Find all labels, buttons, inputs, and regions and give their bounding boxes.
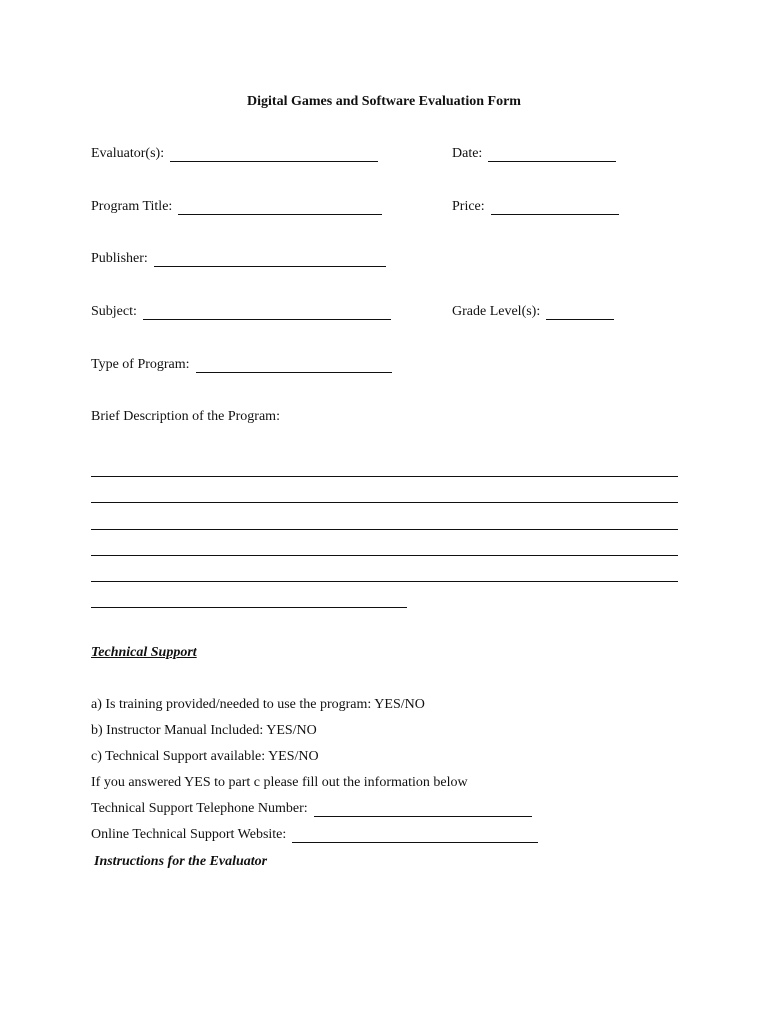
description-line-4[interactable]	[91, 555, 678, 556]
support-note: If you answered YES to part c please fill out the information below	[91, 775, 468, 790]
price-label: Price:	[452, 199, 485, 214]
support-telephone-label: Technical Support Telephone Number:	[91, 801, 308, 816]
evaluators-label: Evaluator(s):	[91, 146, 165, 161]
form-title: Digital Games and Software Evaluation Form	[247, 94, 521, 109]
support-website-input-line[interactable]	[292, 828, 538, 843]
type-of-program-input-line[interactable]	[196, 358, 392, 373]
grade-levels-label: Grade Level(s):	[452, 304, 541, 319]
technical-support-heading: Technical Support	[91, 645, 197, 660]
description-line-1[interactable]	[91, 476, 678, 477]
evaluators-input-line[interactable]	[170, 147, 378, 162]
question-c: c) Technical Support available: YES/NO	[91, 749, 319, 764]
description-line-5[interactable]	[91, 581, 678, 582]
grade-levels-input-line[interactable]	[546, 305, 614, 320]
evaluators-field	[91, 146, 378, 162]
support-telephone-input-line[interactable]	[314, 802, 532, 817]
date-field	[452, 146, 616, 162]
publisher-label: Publisher:	[91, 251, 148, 266]
publisher-field	[91, 251, 386, 267]
program-title-input-line[interactable]	[178, 200, 382, 215]
date-input-line[interactable]	[488, 147, 616, 162]
support-website-label: Online Technical Support Website:	[91, 827, 287, 842]
publisher-input-line[interactable]	[154, 252, 386, 267]
type-of-program-label: Type of Program:	[91, 357, 190, 372]
type-of-program-field	[91, 357, 392, 373]
date-label: Date:	[452, 146, 483, 161]
program-title-field	[91, 199, 382, 215]
price-input-line[interactable]	[491, 200, 619, 215]
program-title-label: Program Title:	[91, 199, 173, 214]
description-line-3[interactable]	[91, 529, 678, 530]
subject-input-line[interactable]	[143, 305, 391, 320]
support-telephone-field	[91, 801, 532, 817]
price-field	[452, 199, 619, 215]
instructions-heading: Instructions for the Evaluator	[94, 854, 268, 869]
support-website-field	[91, 827, 538, 843]
subject-field	[91, 304, 391, 320]
description-line-2[interactable]	[91, 502, 678, 503]
grade-levels-field	[452, 304, 614, 320]
brief-description-label: Brief Description of the Program:	[91, 409, 280, 424]
subject-label: Subject:	[91, 304, 137, 319]
description-line-6[interactable]	[91, 607, 407, 608]
question-b: b) Instructor Manual Included: YES/NO	[91, 723, 317, 738]
question-a: a) Is training provided/needed to use the program: YES/NO	[91, 697, 425, 712]
